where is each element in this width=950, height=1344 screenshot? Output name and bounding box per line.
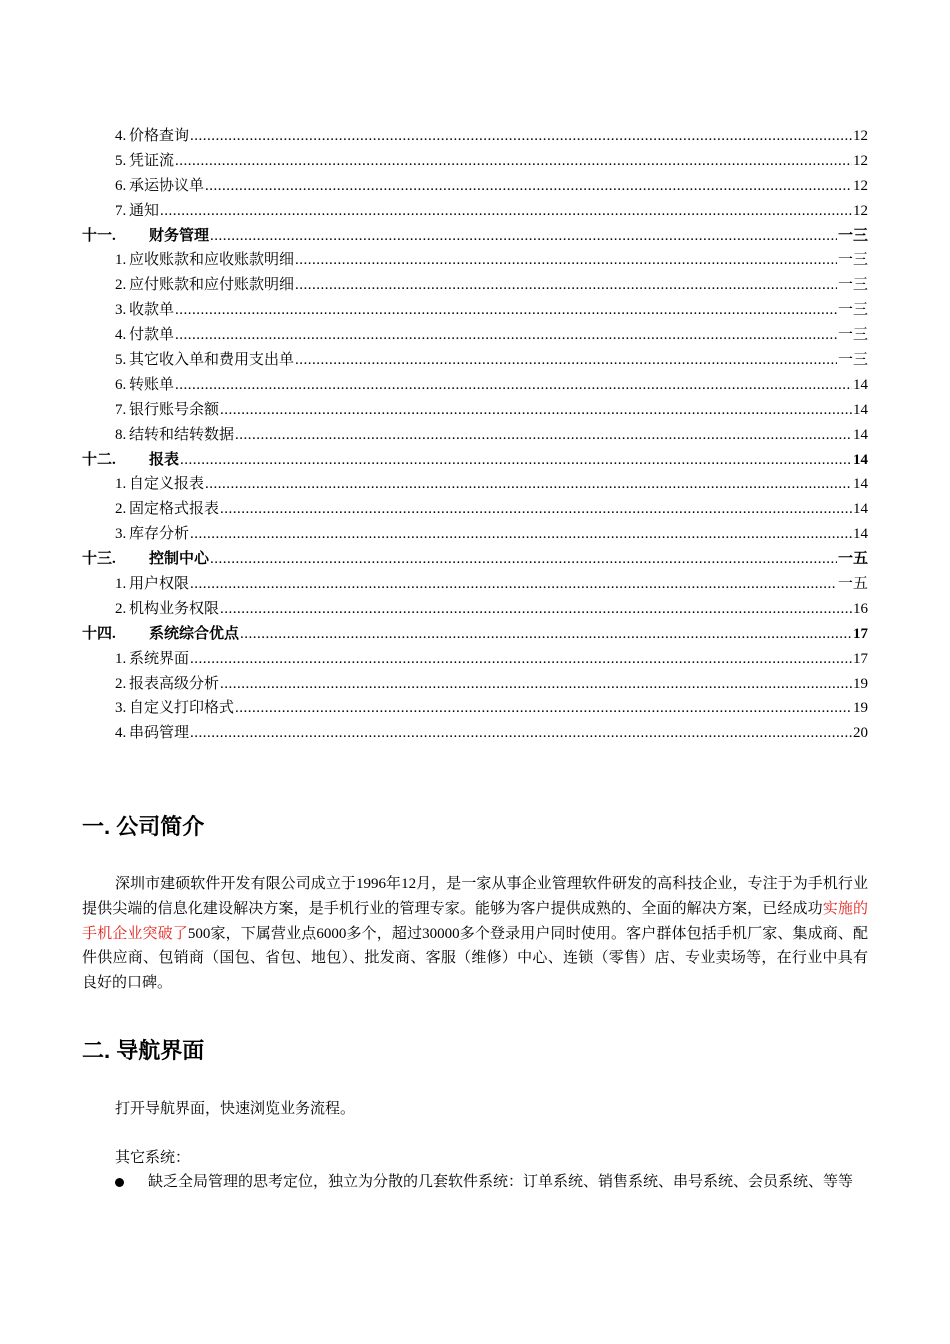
toc-entry-page: 14	[853, 401, 868, 418]
toc-entry-page: 一三	[837, 252, 868, 269]
toc-entry[interactable]	[82, 497, 868, 522]
toc-entry-title: 付款单	[129, 327, 175, 344]
toc-entry[interactable]	[82, 348, 868, 373]
other-systems-label: 其它系统：	[115, 1150, 191, 1166]
toc-entry[interactable]	[82, 149, 868, 174]
toc-entry-title: 凭证流	[129, 152, 175, 169]
toc-entry-title: 收款单	[129, 302, 175, 319]
toc-entry-title: 用户权限	[129, 576, 190, 593]
company-intro-paragraph	[82, 872, 868, 996]
toc-entry-title: 转账单	[129, 376, 175, 393]
toc-entry[interactable]	[82, 472, 868, 497]
toc-dot-leader	[220, 597, 852, 622]
toc-entry-title: 财务管理	[149, 227, 210, 244]
toc-entry-number: 十一.	[82, 227, 116, 244]
toc-entry-page: 17	[853, 625, 868, 642]
toc-dot-leader	[220, 497, 852, 522]
toc-entry-title: 应付账款和应付账款明细	[129, 277, 295, 294]
toc-entry-number: 1.	[115, 252, 127, 269]
toc-entry-page: 一三	[837, 302, 868, 319]
toc-entry-page: 一三	[837, 327, 868, 344]
toc-entry-number: 2.	[115, 600, 127, 617]
toc-dot-leader	[220, 672, 852, 697]
toc-entry[interactable]	[82, 622, 868, 647]
toc-entry-number: 6.	[115, 376, 127, 393]
toc-entry-number: 3.	[115, 302, 127, 319]
toc-entry-number: 5.	[115, 152, 127, 169]
toc-entry-number: 十二.	[82, 451, 116, 468]
toc-entry-page: 一三	[837, 352, 868, 369]
toc-entry-title: 其它收入单和费用支出单	[129, 352, 295, 369]
toc-entry-title: 自定义报表	[129, 476, 205, 493]
toc-entry-number: 4.	[115, 725, 127, 742]
toc-dot-leader	[160, 199, 852, 224]
toc-entry[interactable]	[82, 273, 868, 298]
toc-entry-number: 8.	[115, 426, 127, 443]
toc-entry-number: 3.	[115, 526, 127, 543]
intro-text-highlight: 实施的手机企业突破了	[82, 900, 868, 942]
toc-entry-number: 1.	[115, 650, 127, 667]
toc-dot-leader	[190, 647, 852, 672]
toc-dot-leader	[295, 348, 837, 373]
toc-entry-title: 系统综合优点	[149, 625, 240, 642]
toc-entry-page: 19	[853, 700, 868, 717]
toc-entry-number: 4.	[115, 327, 127, 344]
toc-dot-leader	[235, 696, 852, 721]
toc-entry-page: 19	[853, 675, 868, 692]
section-heading-navigation: 二. 导航界面	[82, 1038, 205, 1063]
toc-entry[interactable]	[82, 423, 868, 448]
bullet-list-item	[115, 1170, 868, 1195]
toc-entry[interactable]	[82, 224, 868, 249]
toc-entry[interactable]	[82, 174, 868, 199]
toc-dot-leader	[295, 248, 837, 273]
toc-entry[interactable]	[82, 398, 868, 423]
toc-dot-leader	[235, 423, 852, 448]
toc-entry-title: 串码管理	[129, 725, 190, 742]
toc-entry-page: 16	[853, 600, 868, 617]
toc-dot-leader	[240, 622, 852, 647]
intro-text-before: 深圳市建硕软件开发有限公司成立于1996年12月，是一家从事企业管理软件研发的高科技企业，专注于为手机行业提供尖端的信息化建设解决方案，是手机行业的管理专家。能够为客户提供成熟的、全面的解决方案，已经成功	[82, 876, 868, 917]
toc-entry[interactable]	[82, 373, 868, 398]
toc-entry-number: 4.	[115, 128, 127, 144]
toc-entry-title: 银行账号余额	[129, 401, 220, 418]
toc-entry[interactable]	[82, 298, 868, 323]
toc-entry-page: 一三	[837, 227, 868, 244]
toc-dot-leader	[190, 572, 837, 597]
toc-entry[interactable]	[82, 572, 868, 597]
toc-entry[interactable]	[82, 323, 868, 348]
toc-entry-title: 结转和结转数据	[129, 426, 235, 443]
toc-entry-title: 应收账款和应收账款明细	[129, 252, 295, 269]
toc-entry-number: 6.	[115, 177, 127, 194]
toc-dot-leader	[295, 273, 837, 298]
toc-entry-page: 14	[853, 501, 868, 518]
section-heading-company-intro: 一. 公司简介	[82, 814, 205, 839]
toc-entry-page: 一三	[837, 277, 868, 294]
toc-dot-leader	[190, 522, 852, 547]
toc-entry-title: 库存分析	[129, 526, 190, 543]
toc-dot-leader	[210, 224, 837, 249]
intro-text-after: 500家，下属营业点6000多个，超过30000多个登录用户同时使用。客户群体包括手机厂家、集成商、配件供应商、包销商（国包、省包、地包）、批发商、客服（维修）中心、连锁（零售）店、专业卖场等，在行业中具有良好的口碑。	[82, 925, 868, 992]
toc-dot-leader	[175, 373, 852, 398]
toc-entry-title: 自定义打印格式	[129, 700, 235, 717]
toc-entry-page: 12	[853, 202, 868, 219]
toc-entry[interactable]	[82, 647, 868, 672]
toc-entry-page: 12	[853, 152, 868, 169]
toc-entry-title: 价格查询	[129, 128, 190, 144]
toc-entry-number: 7.	[115, 401, 127, 418]
toc-entry-title: 通知	[129, 202, 160, 219]
toc-entry-title: 承运协议单	[129, 177, 205, 194]
toc-entry-number: 7.	[115, 202, 127, 219]
toc-entry-page: 14	[853, 426, 868, 443]
toc-entry-page: 12	[853, 128, 868, 144]
toc-dot-leader	[190, 721, 852, 746]
toc-entry-page: 20	[853, 725, 868, 742]
toc-entry-page: 一五	[837, 551, 868, 568]
toc-dot-leader	[190, 124, 852, 149]
toc-dot-leader	[220, 398, 852, 423]
toc-entry-title: 机构业务权限	[129, 600, 220, 617]
toc-entry[interactable]	[82, 248, 868, 273]
table-of-contents	[82, 124, 868, 746]
toc-entry[interactable]	[82, 597, 868, 622]
toc-entry[interactable]	[82, 721, 868, 746]
toc-dot-leader	[205, 472, 852, 497]
toc-entry-number: 十三.	[82, 551, 116, 568]
toc-entry-page: 一五	[837, 576, 868, 593]
toc-entry-number: 2.	[115, 501, 127, 518]
toc-entry-page: 17	[853, 650, 868, 667]
toc-entry-number: 1.	[115, 476, 127, 493]
toc-entry-title: 报表高级分析	[129, 675, 220, 692]
toc-entry[interactable]	[82, 124, 868, 149]
toc-dot-leader	[210, 547, 837, 572]
toc-entry-number: 2.	[115, 277, 127, 294]
toc-entry[interactable]	[82, 522, 868, 547]
toc-dot-leader	[175, 149, 852, 174]
toc-entry[interactable]	[82, 547, 868, 572]
toc-entry[interactable]	[82, 448, 868, 473]
toc-entry[interactable]	[82, 672, 868, 697]
toc-entry-number: 2.	[115, 675, 127, 692]
toc-entry-title: 报表	[149, 451, 180, 468]
toc-dot-leader	[175, 323, 837, 348]
toc-entry-page: 14	[853, 476, 868, 493]
toc-entry-title: 控制中心	[149, 551, 210, 568]
toc-dot-leader	[180, 448, 852, 473]
toc-entry[interactable]	[82, 199, 868, 224]
navigation-description: 打开导航界面，快速浏览业务流程。	[115, 1101, 356, 1117]
bullet-icon	[115, 1178, 124, 1187]
toc-entry-page: 12	[853, 177, 868, 194]
toc-dot-leader	[205, 174, 852, 199]
toc-entry[interactable]	[82, 696, 868, 721]
toc-entry-title: 固定格式报表	[129, 501, 220, 518]
toc-entry-number: 3.	[115, 700, 127, 717]
toc-dot-leader	[175, 298, 837, 323]
toc-entry-title: 系统界面	[129, 650, 190, 667]
toc-entry-page: 14	[853, 526, 868, 543]
toc-entry-number: 1.	[115, 576, 127, 593]
toc-entry-page: 14	[853, 451, 868, 468]
toc-entry-number: 十四.	[82, 625, 116, 642]
toc-entry-page: 14	[853, 376, 868, 393]
toc-entry-number: 5.	[115, 352, 127, 369]
bullet-text: 缺乏全局管理的思考定位，独立为分散的几套软件系统：订单系统、销售系统、串号系统、会员系统、等等	[148, 1174, 854, 1190]
